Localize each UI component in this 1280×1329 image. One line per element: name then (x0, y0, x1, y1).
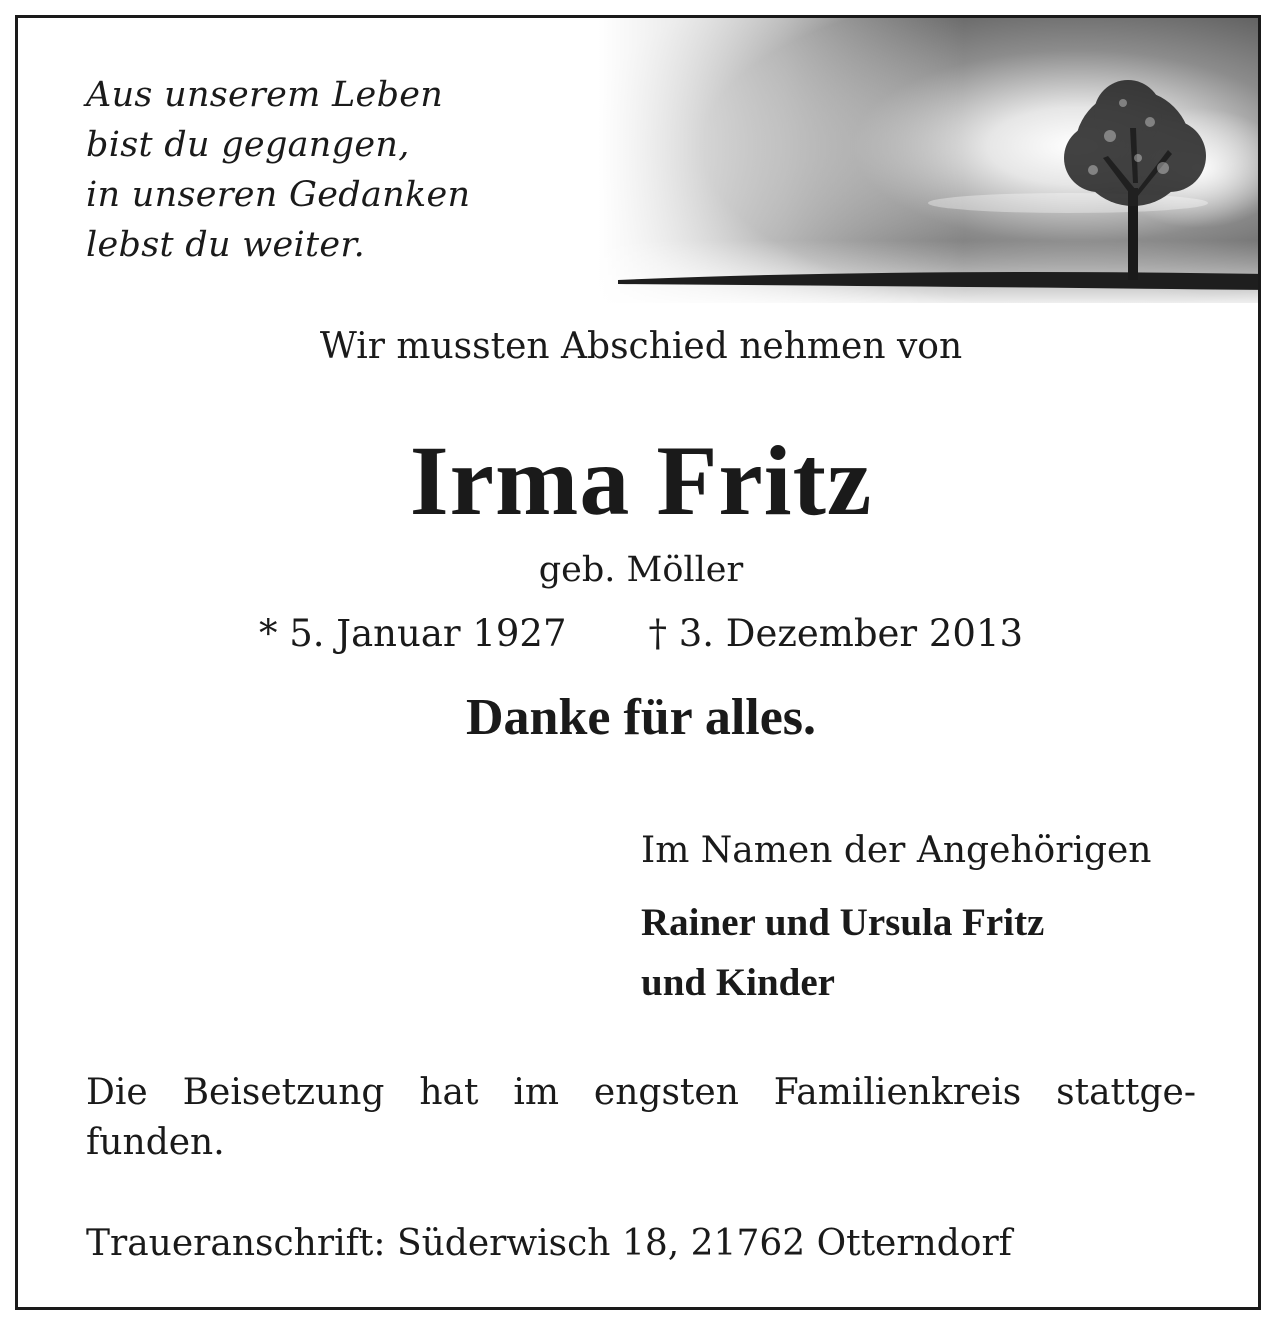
memorial-quote (86, 70, 470, 270)
signature-names-2: und Kinder (641, 961, 835, 1004)
death-date: † 3. Dezember 2013 (648, 612, 1024, 655)
life-dates (18, 612, 1261, 655)
thanks-line: Danke für alles. (465, 689, 817, 746)
signature-lead: Im Namen der Angehörigen (641, 830, 1152, 871)
signature-names: Rainer und Ursula Fritz (641, 901, 1045, 944)
burial-note-line-1: Die Beisetzung hat im engsten Familienkreis stattge- (86, 1072, 1196, 1113)
tree-landscape-icon (598, 18, 1261, 303)
quote-line: Aus unserem Leben (86, 75, 444, 115)
mourning-address: Traueranschrift: Süderwisch 18, 21762 Otterndorf (86, 1223, 1012, 1264)
farewell-line: Wir mussten Abschied nehmen von (319, 326, 963, 367)
deceased-name: Irma Fritz (409, 425, 873, 536)
quote-line: in unseren Gedanken (86, 175, 471, 215)
burial-note-line-2: funden. (86, 1122, 225, 1163)
quote-line: bist du gegangen, (86, 125, 410, 165)
birth-name: geb. Möller (538, 550, 744, 590)
obituary-frame (15, 15, 1261, 1310)
birth-date: * 5. Januar 1927 (258, 612, 567, 655)
quote-line: lebst du weiter. (86, 225, 365, 265)
